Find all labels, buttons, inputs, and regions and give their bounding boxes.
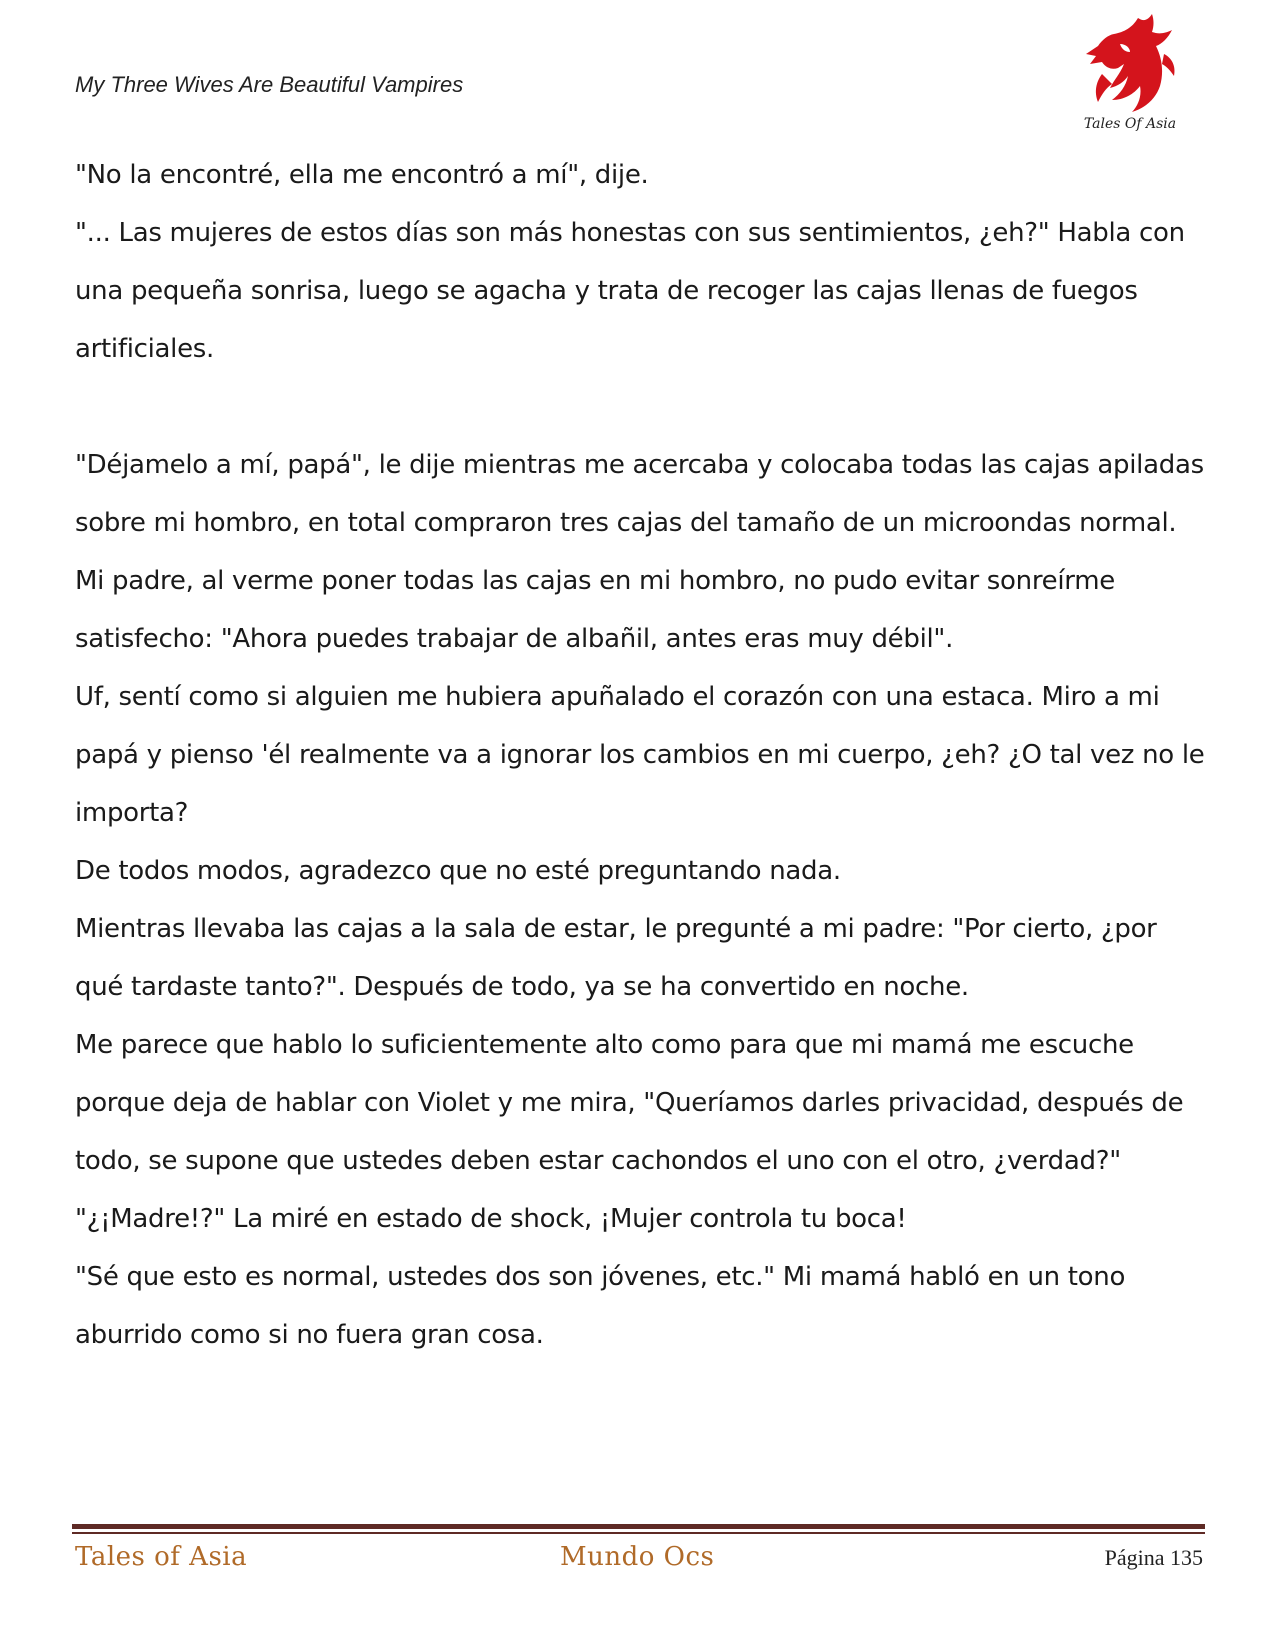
footer-site-name: Tales of Asia — [75, 1542, 248, 1572]
document-header-title: My Three Wives Are Beautiful Vampires — [75, 72, 464, 97]
footer-translator: Mundo Ocs — [560, 1542, 715, 1572]
tales-of-asia-logo — [1080, 14, 1180, 138]
paragraph: "Sé que esto es normal, ustedes dos son jóvenes, etc." Mi mamá habló en un tono aburrido como si no fuera gran cosa. — [75, 1262, 1126, 1350]
logo-caption: Tales Of Asia — [1083, 116, 1177, 132]
red-dragon-icon — [1080, 14, 1180, 118]
paragraph: De todos modos, agradezco que no esté preguntando nada. — [75, 856, 841, 886]
paragraph: Mientras llevaba las cajas a la sala de estar, le pregunté a mi padre: "Por cierto, ¿por qué tardaste tanto?". Después de todo, ya se ha convertido en noche. — [75, 914, 1157, 1002]
paragraph: "No la encontré, ella me encontró a mí", dije. — [75, 160, 649, 190]
paragraph: "¿¡Madre!?" La miré en estado de shock, ¡Mujer controla tu boca! — [75, 1204, 907, 1234]
chapter-body — [75, 146, 1205, 1364]
paragraph: "Déjamelo a mí, papá", le dije mientras me acercaba y colocaba todas las cajas apiladas sobre mi hombro, en total compraron tres cajas del tamaño de un microondas normal. Mi padre, al verme poner todas las cajas en mi hombro, no pudo evitar sonreírme satisfecho: "Ahora puedes trabajar de albañil, antes eras muy débil". — [75, 450, 1204, 654]
footer-divider — [72, 1524, 1205, 1529]
paragraph: "... Las mujeres de estos días son más honestas con sus sentimientos, ¿eh?" Habla con una pequeña sonrisa, luego se agacha y trata de recoger las cajas llenas de fuegos artificiales. — [75, 218, 1185, 364]
footer-divider-thin — [72, 1532, 1205, 1534]
paragraph: Me parece que hablo lo suficientemente alto como para que mi mamá me escuche porque deja de hablar con Violet y me mira, "Queríamos darles privacidad, después de todo, se supone que ustedes deben estar cachondos el uno con el otro, ¿verdad?" — [75, 1030, 1184, 1176]
paragraph: Uf, sentí como si alguien me hubiera apuñalado el corazón con una estaca. Miro a mi papá y pienso 'él realmente va a ignorar los cambios en mi cuerpo, ¿eh? ¿O tal vez no le importa? — [75, 682, 1205, 828]
page-number: Página 135 — [1104, 1545, 1203, 1570]
